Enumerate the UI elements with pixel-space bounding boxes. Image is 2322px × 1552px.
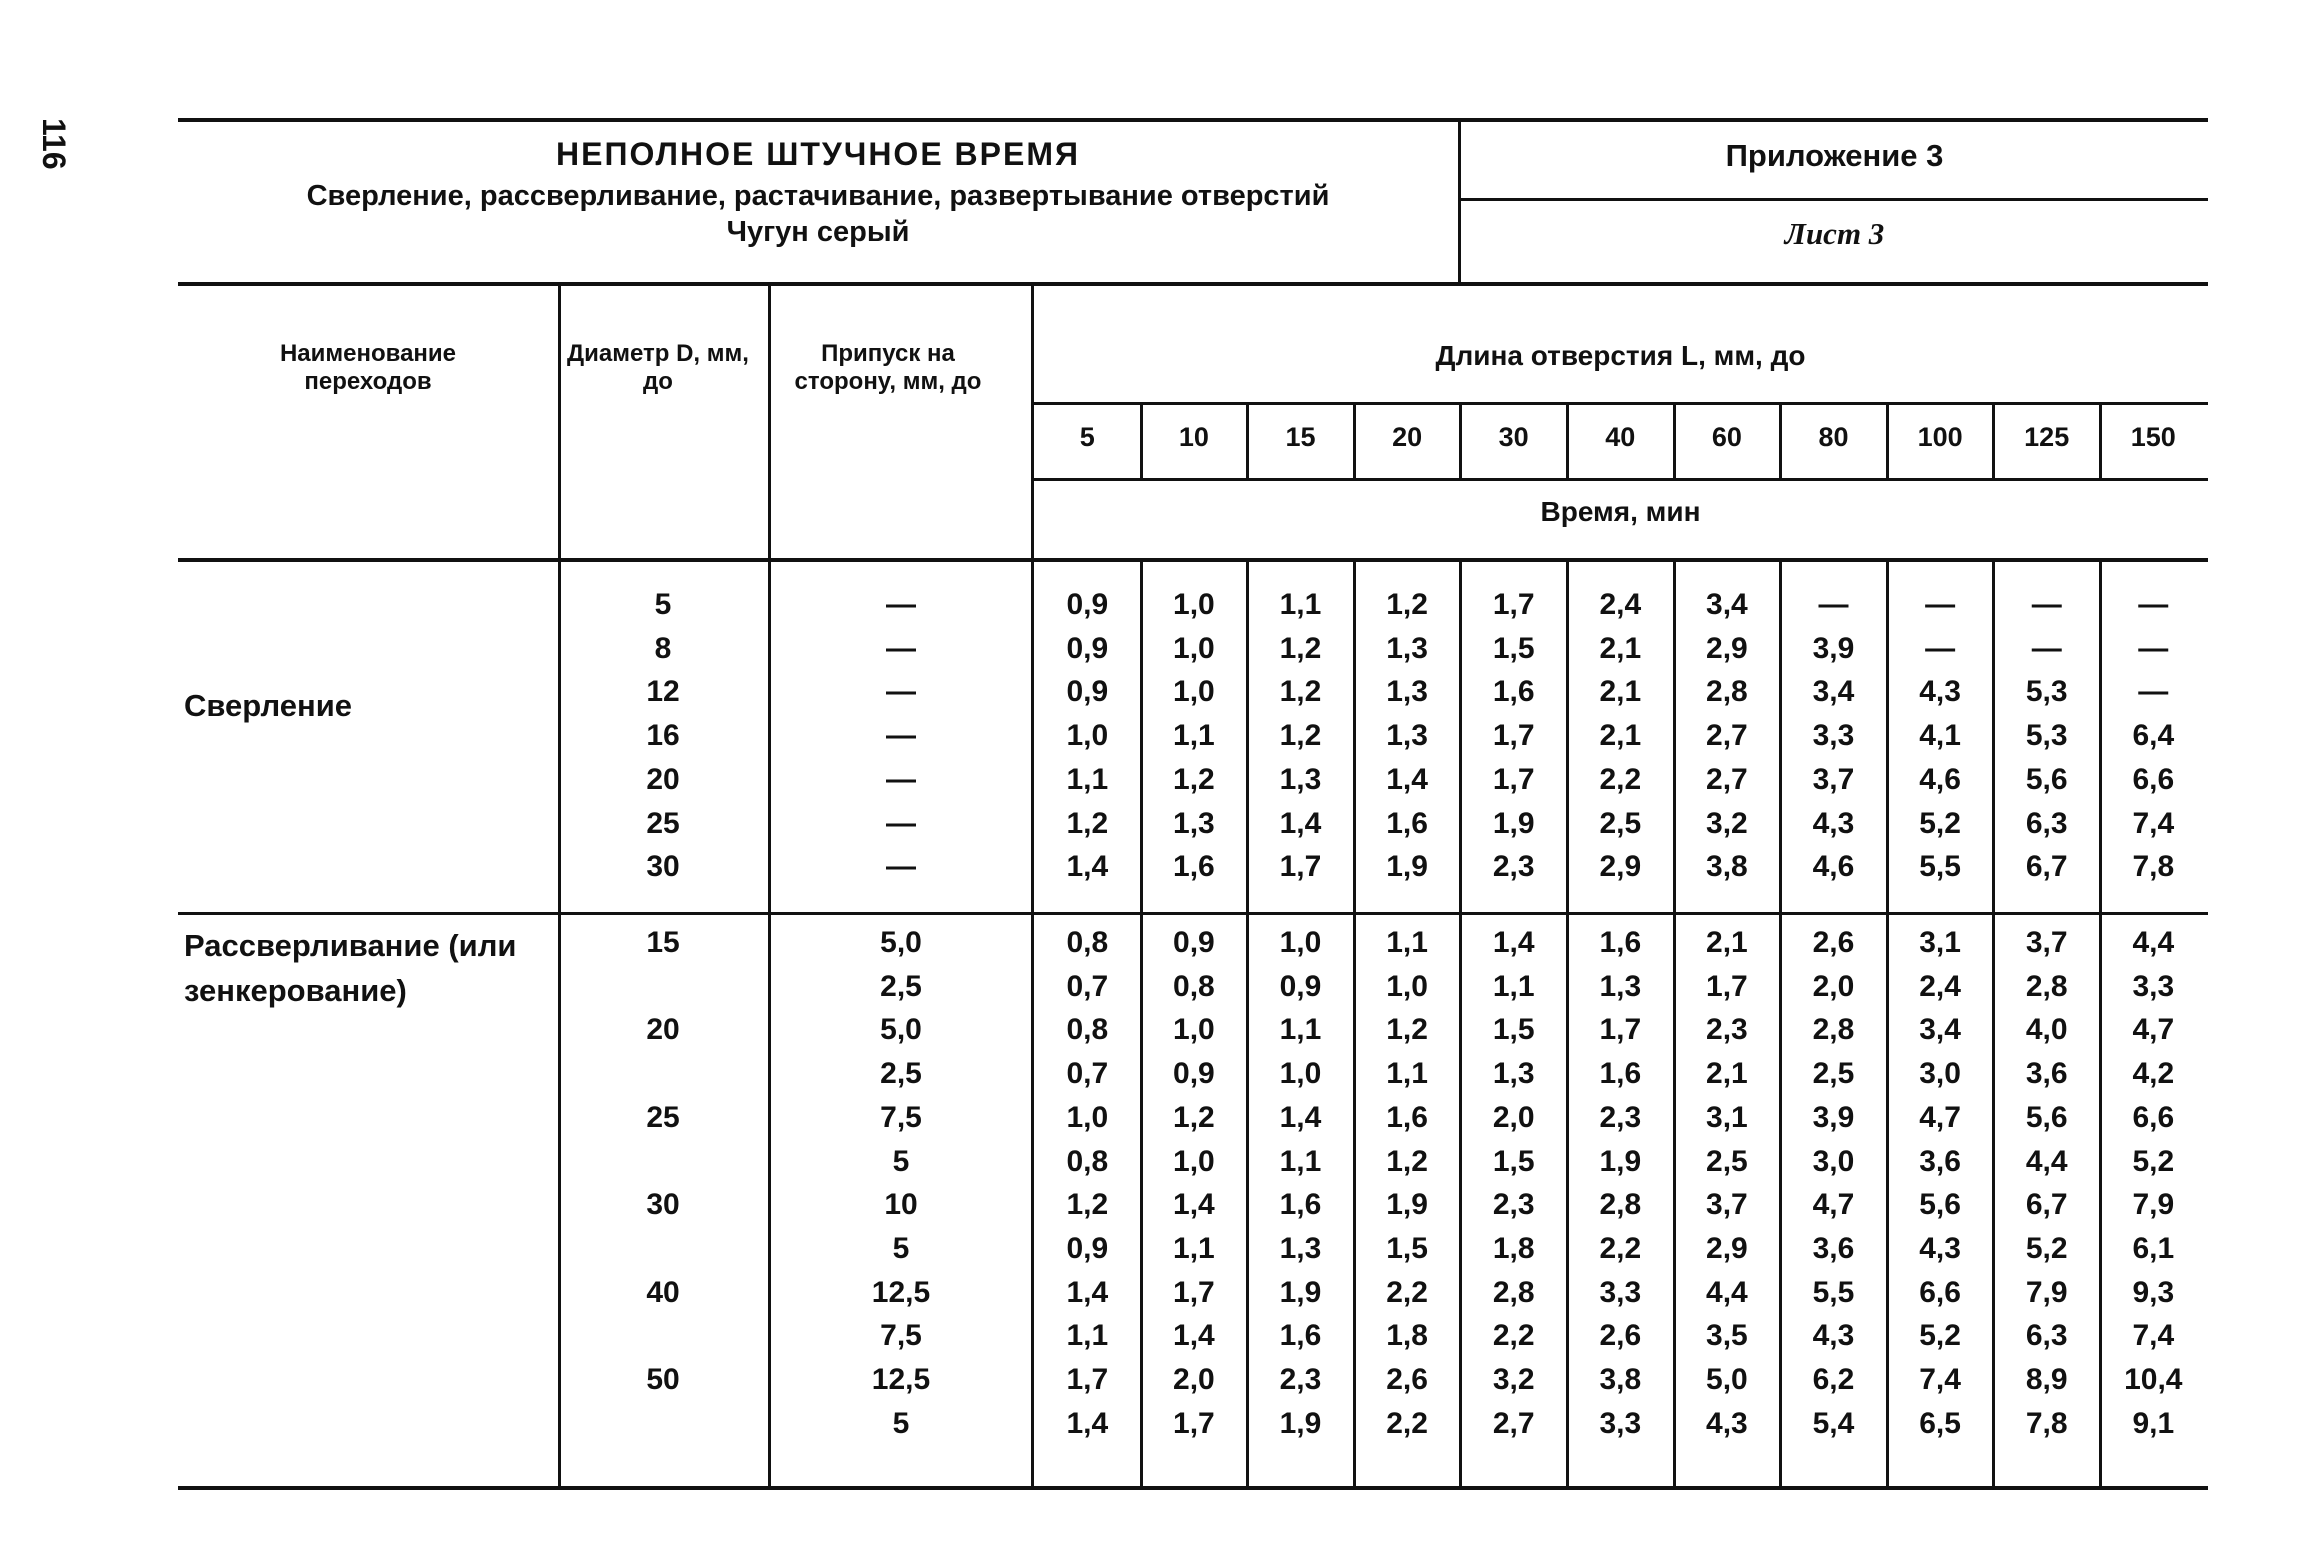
time-cell: 2,1 bbox=[1599, 719, 1642, 753]
time-cell: 1,9 bbox=[1492, 806, 1535, 840]
time-cell: 1,7 bbox=[1173, 1275, 1215, 1309]
length-value-header: 30 bbox=[1498, 422, 1529, 452]
time-cell: 2,2 bbox=[1599, 762, 1642, 796]
time-cell: 1,1 bbox=[1066, 762, 1109, 796]
time-cell: 0,9 bbox=[1279, 969, 1322, 1003]
time-cell: 9,1 bbox=[2132, 1406, 2175, 1440]
time-cell: 2,2 bbox=[1386, 1275, 1428, 1309]
length-value-header: 40 bbox=[1605, 422, 1636, 452]
appendix-label: Приложение 3 bbox=[1725, 138, 1944, 173]
top-rule bbox=[178, 118, 2208, 122]
time-cell: 6,3 bbox=[2025, 806, 2068, 840]
time-cell: 1,4 bbox=[1279, 1100, 1322, 1134]
time-cell: 4,7 bbox=[2132, 1013, 2175, 1047]
allowance-cell: 2,5 bbox=[880, 1057, 922, 1091]
time-cell: 1,7 bbox=[1492, 719, 1535, 753]
time-cell: 2,3 bbox=[1599, 1100, 1642, 1134]
time-cell: 1,3 bbox=[1386, 675, 1428, 709]
time-cell: 4,3 bbox=[1812, 806, 1855, 840]
time-cell: 1,1 bbox=[1279, 1013, 1322, 1047]
time-cell: 3,4 bbox=[1706, 588, 1748, 621]
time-cell: 4,0 bbox=[2025, 1013, 2068, 1047]
time-cell: 1,7 bbox=[1599, 1013, 1642, 1047]
diameter-cell: 8 bbox=[654, 631, 672, 665]
time-cell: 1,0 bbox=[1066, 719, 1109, 753]
time-cell: 1,6 bbox=[1173, 850, 1215, 884]
time-cell: 4,4 bbox=[1706, 1275, 1748, 1309]
time-cell: 1,2 bbox=[1279, 719, 1322, 753]
time-cell: 1,3 bbox=[1386, 719, 1428, 753]
time-cell: 1,0 bbox=[1173, 1013, 1215, 1047]
time-cell: 5,6 bbox=[1919, 1188, 1961, 1222]
time-cell: 2,0 bbox=[1812, 969, 1855, 1003]
time-cell: 1,9 bbox=[1279, 1275, 1322, 1309]
time-cell: 1,7 bbox=[1173, 1406, 1215, 1440]
time-cell: 5,0 bbox=[1706, 1363, 1748, 1396]
time-cell: 1,1 bbox=[1492, 969, 1535, 1003]
time-cell: 5,5 bbox=[1919, 850, 1961, 884]
time-cell: 4,6 bbox=[1919, 762, 1961, 796]
time-cell: 1,0 bbox=[1173, 675, 1215, 709]
time-cell: 0,8 bbox=[1066, 926, 1109, 959]
time-cell: 4,1 bbox=[1919, 719, 1961, 753]
time-cell: 8,9 bbox=[2025, 1363, 2068, 1396]
page-title: НЕПОЛНОЕ ШТУЧНОЕ ВРЕМЯ bbox=[555, 136, 1080, 172]
time-cell: 2,5 bbox=[1599, 806, 1642, 840]
time-cell: 1,4 bbox=[1066, 1275, 1109, 1309]
time-cell: 5,5 bbox=[1812, 1275, 1855, 1309]
time-cell: 0,9 bbox=[1066, 631, 1109, 665]
time-cell: 3,7 bbox=[1706, 1188, 1748, 1222]
time-cell: 2,4 bbox=[1599, 588, 1642, 621]
time-cell: 6,1 bbox=[2132, 1231, 2175, 1265]
time-cell: 7,8 bbox=[2132, 850, 2175, 884]
time-cell: 3,0 bbox=[1919, 1057, 1961, 1091]
time-cell: 6,2 bbox=[1812, 1363, 1855, 1396]
time-cell: 2,5 bbox=[1812, 1057, 1855, 1091]
time-cell: — bbox=[1818, 588, 1849, 621]
allowance-cell: — bbox=[886, 806, 916, 840]
time-cell: 1,2 bbox=[1173, 762, 1215, 796]
section-rule bbox=[178, 912, 2208, 915]
page-subtitle: Сверление, рассверливание, растачивание, развертывание отверстий bbox=[306, 180, 1330, 212]
time-cell: 5,3 bbox=[2025, 719, 2068, 753]
diameter-cell: 25 bbox=[646, 1100, 680, 1134]
time-cell: 0,9 bbox=[1173, 1057, 1215, 1091]
diameter-cell: 20 bbox=[646, 1013, 680, 1047]
time-cell: 1,7 bbox=[1279, 850, 1322, 884]
time-cell: 3,7 bbox=[1812, 762, 1855, 796]
length-group-rule bbox=[1031, 402, 2208, 405]
time-cell: 2,4 bbox=[1919, 969, 1961, 1003]
time-cell: 1,5 bbox=[1492, 1144, 1535, 1178]
time-cell: 1,4 bbox=[1066, 850, 1109, 884]
length-value-header: 15 bbox=[1285, 422, 1316, 452]
allowance-cell: — bbox=[886, 850, 916, 884]
allowance-cell: 12,5 bbox=[871, 1363, 931, 1396]
time-cell: 0,7 bbox=[1066, 1057, 1109, 1091]
time-cell: 9,3 bbox=[2132, 1275, 2175, 1309]
material-label: Чугун серый bbox=[726, 216, 910, 248]
time-cell: 1,3 bbox=[1279, 762, 1322, 796]
time-cell: 1,9 bbox=[1599, 1144, 1642, 1178]
time-cell: 1,9 bbox=[1386, 850, 1428, 884]
time-cell: 1,0 bbox=[1386, 969, 1428, 1003]
time-cell: 1,3 bbox=[1492, 1057, 1535, 1091]
time-cell: 2,3 bbox=[1279, 1363, 1322, 1396]
allowance-cell: — bbox=[886, 719, 916, 753]
time-cell: 6,7 bbox=[2025, 1188, 2068, 1222]
time-cell: 0,9 bbox=[1173, 926, 1215, 959]
time-cell: 1,1 bbox=[1279, 1144, 1322, 1178]
time-cell: 1,2 bbox=[1279, 631, 1322, 665]
time-cell: 2,0 bbox=[1492, 1100, 1535, 1134]
time-cell: 0,7 bbox=[1066, 969, 1109, 1003]
time-cell: 3,4 bbox=[1812, 675, 1855, 709]
time-cell: 4,3 bbox=[1812, 1319, 1855, 1353]
time-cell: 1,1 bbox=[1386, 1057, 1428, 1091]
time-cell: 6,6 bbox=[1919, 1275, 1961, 1309]
time-cell: 1,5 bbox=[1492, 1013, 1535, 1047]
time-cell: 2,9 bbox=[1599, 850, 1642, 884]
time-cell: 2,8 bbox=[1812, 1013, 1855, 1047]
length-value-header: 150 bbox=[2130, 422, 2176, 452]
time-cell: 1,1 bbox=[1173, 1231, 1215, 1265]
time-cell: 2,7 bbox=[1706, 719, 1748, 753]
time-cell: 1,6 bbox=[1279, 1319, 1322, 1353]
time-cell: 6,7 bbox=[2025, 850, 2068, 884]
time-cell: 1,0 bbox=[1173, 588, 1215, 621]
time-cell: 3,6 bbox=[1919, 1144, 1961, 1178]
time-cell: 1,6 bbox=[1279, 1188, 1322, 1222]
time-cell: 2,1 bbox=[1706, 1057, 1748, 1091]
time-cell: 3,4 bbox=[1919, 1013, 1961, 1047]
diameter-cell: 40 bbox=[646, 1275, 680, 1309]
diameter-cell: 50 bbox=[646, 1363, 680, 1396]
allowance-cell: — bbox=[886, 675, 916, 709]
time-cell: 0,8 bbox=[1173, 969, 1215, 1003]
allowance-cell: 7,5 bbox=[880, 1319, 922, 1353]
time-cell: 2,2 bbox=[1386, 1406, 1428, 1440]
time-cell: 5,2 bbox=[2132, 1144, 2175, 1178]
time-group-header: Время, мин bbox=[1540, 496, 1701, 527]
allowance-cell: 5 bbox=[892, 1406, 910, 1440]
time-cell: 0,8 bbox=[1066, 1013, 1109, 1047]
time-cell: 4,6 bbox=[1812, 850, 1855, 884]
time-cell: 1,3 bbox=[1386, 631, 1428, 665]
time-cell: 2,8 bbox=[1599, 1188, 1642, 1222]
time-cell: 3,7 bbox=[2025, 926, 2068, 959]
time-cell: 4,3 bbox=[1919, 1231, 1961, 1265]
length-values-rule bbox=[1031, 478, 2208, 481]
page-number: 116 bbox=[36, 118, 72, 170]
time-cell: 1,4 bbox=[1386, 762, 1428, 796]
time-cell: 1,9 bbox=[1386, 1188, 1428, 1222]
time-cell: 3,2 bbox=[1492, 1363, 1535, 1396]
time-cell: 2,2 bbox=[1599, 1231, 1642, 1265]
time-cell: 2,8 bbox=[1706, 675, 1748, 709]
time-cell: 1,6 bbox=[1599, 926, 1642, 959]
time-cell: 7,9 bbox=[2132, 1188, 2175, 1222]
allowance-column-header: Припуск на сторону, мм, до bbox=[794, 340, 982, 395]
time-cell: 2,5 bbox=[1706, 1144, 1748, 1178]
time-cell: 1,5 bbox=[1492, 631, 1535, 665]
diameter-cell: 12 bbox=[646, 675, 680, 709]
time-cell: 0,9 bbox=[1066, 675, 1109, 709]
time-cell: 1,7 bbox=[1492, 588, 1535, 621]
time-cell: 3,0 bbox=[1812, 1144, 1855, 1178]
time-cell: 1,1 bbox=[1066, 1319, 1109, 1353]
allowance-cell: 5,0 bbox=[880, 926, 922, 959]
time-cell: 1,4 bbox=[1066, 1406, 1109, 1440]
time-cell: 4,2 bbox=[2132, 1057, 2175, 1091]
time-cell: — bbox=[2138, 631, 2169, 665]
diameter-cell: 25 bbox=[646, 806, 680, 840]
time-cell: 2,3 bbox=[1492, 1188, 1535, 1222]
time-cell: 1,2 bbox=[1386, 1144, 1428, 1178]
time-cell: 3,3 bbox=[1599, 1275, 1642, 1309]
time-cell: 6,4 bbox=[2132, 719, 2175, 753]
time-cell: — bbox=[1925, 631, 1956, 665]
time-cell: 1,0 bbox=[1066, 1100, 1109, 1134]
time-cell: 5,6 bbox=[2025, 1100, 2068, 1134]
time-cell: 1,6 bbox=[1492, 675, 1535, 709]
diameter-cell: 20 bbox=[646, 762, 680, 796]
time-cell: 5,2 bbox=[2025, 1231, 2068, 1265]
length-value-header: 5 bbox=[1079, 422, 1095, 452]
time-cell: 6,6 bbox=[2132, 762, 2175, 796]
time-cell: 2,6 bbox=[1386, 1363, 1428, 1396]
time-cell: 5,4 bbox=[1812, 1406, 1855, 1440]
time-cell: 3,9 bbox=[1812, 631, 1855, 665]
time-cell: 7,4 bbox=[2132, 806, 2175, 840]
time-cell: 4,3 bbox=[1706, 1406, 1748, 1440]
time-cell: 1,0 bbox=[1173, 1144, 1215, 1178]
time-cell: 2,8 bbox=[2025, 969, 2068, 1003]
time-cell: 2,1 bbox=[1599, 675, 1642, 709]
time-cell: 0,8 bbox=[1066, 1144, 1109, 1178]
time-cell: 1,1 bbox=[1279, 588, 1322, 621]
time-cell: 1,6 bbox=[1386, 1100, 1428, 1134]
time-cell: 7,9 bbox=[2025, 1275, 2068, 1309]
time-cell: 3,1 bbox=[1706, 1100, 1748, 1134]
time-cell: 1,7 bbox=[1492, 762, 1535, 796]
length-value-header: 10 bbox=[1178, 422, 1209, 452]
time-cell: 1,2 bbox=[1173, 1100, 1215, 1134]
operation-redrilling: Рассверливание (или зенкерование) bbox=[184, 928, 517, 1008]
time-cell: 5,2 bbox=[1919, 1319, 1961, 1353]
time-cell: 3,3 bbox=[1812, 719, 1855, 753]
time-cell: 4,4 bbox=[2132, 926, 2175, 959]
time-cell: 2,9 bbox=[1706, 1231, 1748, 1265]
length-group-header: Длина отверстия L, мм, до bbox=[1435, 340, 1806, 371]
time-cell: 1,8 bbox=[1492, 1231, 1535, 1265]
time-cell: 10,4 bbox=[2124, 1363, 2183, 1396]
time-cell: 2,0 bbox=[1173, 1363, 1215, 1396]
allowance-cell: — bbox=[886, 588, 916, 621]
time-cell: 1,1 bbox=[1173, 719, 1215, 753]
length-value-header: 100 bbox=[1917, 422, 1963, 452]
time-cell: 1,3 bbox=[1279, 1231, 1322, 1265]
time-cell: 1,4 bbox=[1492, 926, 1535, 959]
time-cell: 3,5 bbox=[1706, 1319, 1748, 1353]
time-cell: 0,9 bbox=[1066, 588, 1109, 621]
time-cell: 1,6 bbox=[1599, 1057, 1642, 1091]
time-cell: 1,3 bbox=[1173, 806, 1215, 840]
allowance-cell: 5 bbox=[892, 1231, 910, 1265]
length-value-header: 60 bbox=[1711, 422, 1742, 452]
time-cell: 1,3 bbox=[1599, 969, 1642, 1003]
time-cell: 2,6 bbox=[1599, 1319, 1642, 1353]
time-cell: 3,8 bbox=[1706, 850, 1748, 884]
time-cell: 1,2 bbox=[1386, 1013, 1428, 1047]
appendix-rule bbox=[1458, 198, 2208, 201]
time-cell: 3,2 bbox=[1706, 806, 1748, 840]
time-cell: 4,7 bbox=[1919, 1100, 1961, 1134]
time-cell: 7,4 bbox=[2132, 1319, 2175, 1353]
time-cell: 1,4 bbox=[1173, 1319, 1215, 1353]
diameter-cell: 30 bbox=[646, 1188, 680, 1222]
time-cell: 2,3 bbox=[1492, 850, 1535, 884]
time-cell: 3,3 bbox=[1599, 1406, 1642, 1440]
bottom-rule bbox=[178, 1486, 2208, 1490]
allowance-cell: 5,0 bbox=[880, 1013, 922, 1047]
diameter-cell: 5 bbox=[654, 588, 672, 621]
time-cell: 1,2 bbox=[1279, 675, 1322, 709]
allowance-cell: — bbox=[886, 762, 916, 796]
time-cell: 2,2 bbox=[1492, 1319, 1535, 1353]
time-cell: 2,7 bbox=[1492, 1406, 1535, 1440]
time-cell: 1,8 bbox=[1386, 1319, 1428, 1353]
length-value-header: 80 bbox=[1818, 422, 1849, 452]
time-cell: 2,1 bbox=[1599, 631, 1642, 665]
time-cell: 7,4 bbox=[1919, 1363, 1961, 1396]
time-cell: 1,7 bbox=[1706, 969, 1748, 1003]
allowance-cell: 12,5 bbox=[871, 1275, 931, 1309]
allowance-cell: — bbox=[886, 631, 916, 665]
time-cell: 1,9 bbox=[1279, 1406, 1322, 1440]
time-cell: 4,4 bbox=[2025, 1144, 2068, 1178]
time-cell: 1,6 bbox=[1386, 806, 1428, 840]
time-cell: 1,7 bbox=[1066, 1363, 1109, 1396]
time-cell: 7,8 bbox=[2025, 1406, 2068, 1440]
diameter-cell: 15 bbox=[646, 926, 680, 959]
time-cell: 4,3 bbox=[1919, 675, 1961, 709]
time-cell: 2,3 bbox=[1706, 1013, 1748, 1047]
time-cell: 2,9 bbox=[1706, 631, 1748, 665]
time-cell: 6,6 bbox=[2132, 1100, 2175, 1134]
time-cell: — bbox=[2138, 588, 2169, 621]
time-cell: 1,2 bbox=[1066, 806, 1109, 840]
time-cell: 3,9 bbox=[1812, 1100, 1855, 1134]
time-cell: — bbox=[1925, 588, 1956, 621]
time-cell: 1,2 bbox=[1066, 1188, 1109, 1222]
time-cell: 1,4 bbox=[1173, 1188, 1215, 1222]
length-value-header: 125 bbox=[2024, 422, 2070, 452]
time-cell: 1,0 bbox=[1173, 631, 1215, 665]
time-cell: 2,6 bbox=[1812, 926, 1855, 959]
time-cell: — bbox=[2031, 631, 2062, 665]
time-cell: 0,9 bbox=[1066, 1231, 1109, 1265]
operation-column-header: Наименование переходов bbox=[279, 340, 457, 395]
diameter-cell: 30 bbox=[646, 850, 680, 884]
time-cell: 1,2 bbox=[1386, 588, 1428, 621]
allowance-cell: 7,5 bbox=[880, 1100, 922, 1134]
time-cell: 2,8 bbox=[1492, 1275, 1535, 1309]
time-cell: 3,1 bbox=[1919, 926, 1961, 959]
diameter-cell: 16 bbox=[646, 719, 680, 753]
time-cell: 3,6 bbox=[2025, 1057, 2068, 1091]
time-cell: 2,7 bbox=[1706, 762, 1748, 796]
allowance-cell: 5 bbox=[892, 1144, 910, 1178]
time-cell: 5,3 bbox=[2025, 675, 2068, 709]
time-cell: 1,0 bbox=[1279, 1057, 1322, 1091]
diameter-column-header: Диаметр D, мм, до bbox=[567, 340, 749, 395]
time-cell: 4,7 bbox=[1812, 1188, 1855, 1222]
time-cell: — bbox=[2138, 675, 2169, 709]
time-cell: 1,4 bbox=[1279, 806, 1322, 840]
length-value-header: 20 bbox=[1392, 422, 1423, 452]
time-cell: 5,2 bbox=[1919, 806, 1961, 840]
time-cell: 1,0 bbox=[1279, 926, 1322, 959]
time-cell: 3,3 bbox=[2132, 969, 2175, 1003]
column-header-bottom-rule bbox=[178, 558, 2208, 562]
sheet-label: Лист 3 bbox=[1784, 216, 1885, 251]
time-cell: 5,6 bbox=[2025, 762, 2068, 796]
time-cell: 2,1 bbox=[1706, 926, 1748, 959]
allowance-cell: 2,5 bbox=[880, 969, 922, 1003]
time-cell: 3,8 bbox=[1599, 1363, 1642, 1396]
time-cell: — bbox=[2031, 588, 2062, 621]
allowance-cell: 10 bbox=[884, 1188, 918, 1222]
operation-drilling: Сверление bbox=[184, 688, 352, 723]
time-cell: 1,5 bbox=[1386, 1231, 1428, 1265]
header-bottom-rule bbox=[178, 282, 2208, 286]
time-cell: 6,5 bbox=[1919, 1406, 1961, 1440]
time-cell: 3,6 bbox=[1812, 1231, 1855, 1265]
time-cell: 6,3 bbox=[2025, 1319, 2068, 1353]
time-cell: 1,1 bbox=[1386, 926, 1428, 959]
